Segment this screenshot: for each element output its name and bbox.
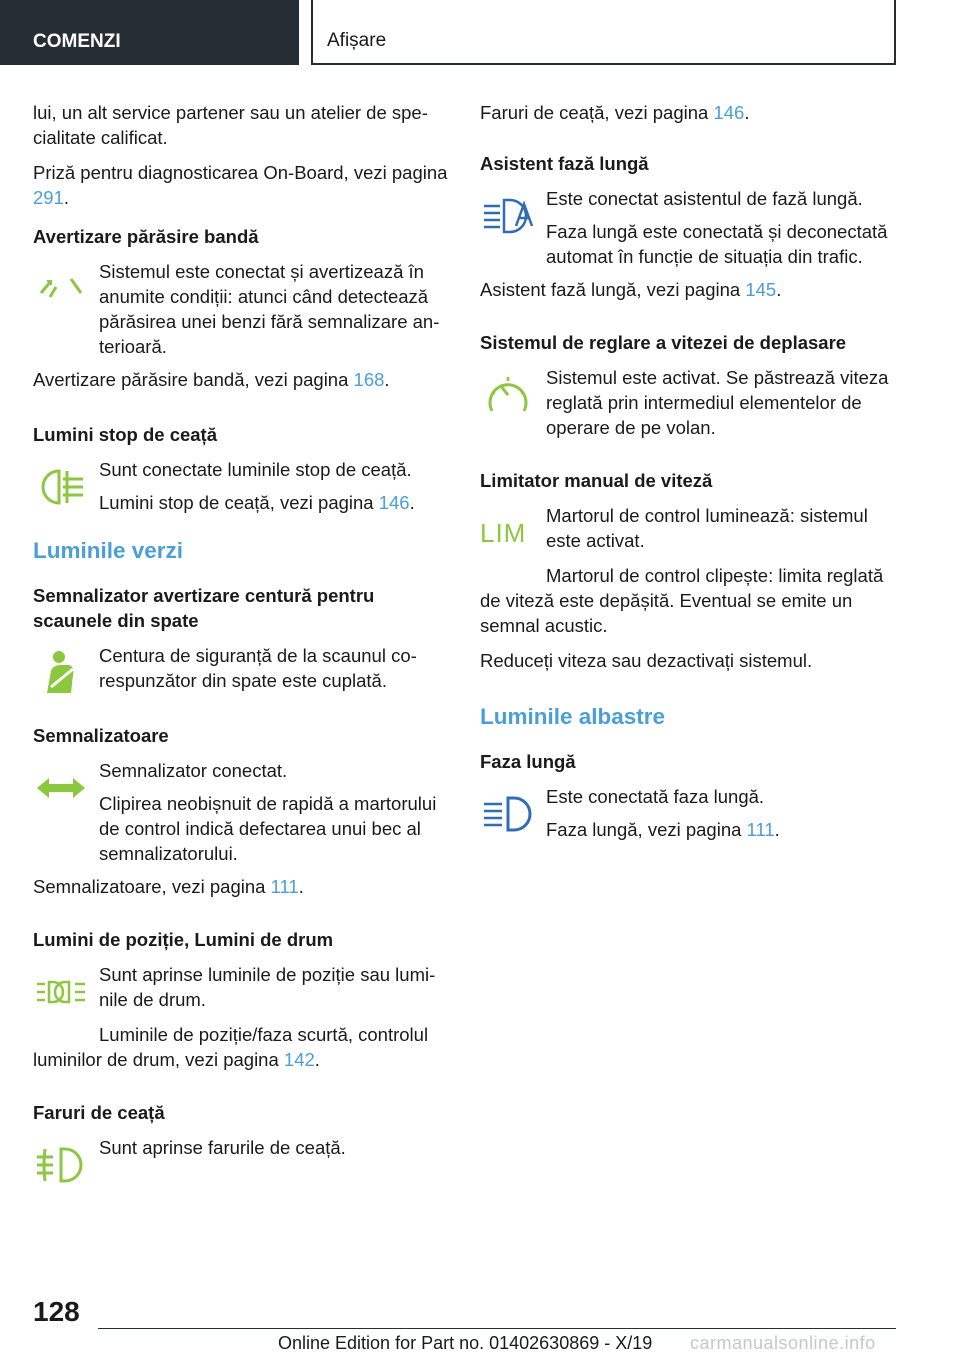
seat-belt-icon	[33, 647, 89, 699]
paragraph: lui, un alt service partener sau un atelier de specialitate calificat.	[33, 102, 428, 148]
page-link[interactable]: 146	[378, 492, 410, 513]
footer-rule	[98, 1328, 896, 1329]
reference: Asistent fază lungă, vezi pagina 145.	[480, 279, 782, 300]
page-link[interactable]: 168	[353, 369, 385, 390]
cruise-control-icon	[480, 369, 536, 421]
indicator-item	[480, 784, 895, 842]
indicator-text: Este conectată faza lungă.	[546, 786, 765, 807]
indicator-text: Faza lungă este conectată și deconectată automat în funcție de situația din trafic.	[546, 221, 888, 267]
paragraph: Priză pentru diagnosticarea On-Board, vezi pagina 291.	[33, 162, 448, 208]
indicator-item	[33, 758, 448, 866]
heading-lane-departure: Avertizare părăsire bandă	[33, 226, 259, 247]
lane-departure-icon	[33, 263, 89, 315]
header-title-tab	[311, 0, 896, 65]
speed-limiter-icon: LIM	[480, 518, 527, 548]
heading-parking-lights: Lumini de poziție, Lumini de drum	[33, 929, 334, 950]
header-section-label: COMENZI	[33, 31, 121, 52]
indicator-item	[480, 365, 895, 440]
heading-speed-limiter: Limitator manual de viteză	[480, 470, 713, 491]
reference: Luminile de poziție/faza scurtă, controlul luminilor de drum, vezi pagina 142.	[33, 1024, 429, 1070]
indicator-item	[480, 186, 895, 269]
section-title-blue: Luminile albastre	[480, 704, 666, 729]
indicator-item	[33, 457, 448, 515]
heading-fog-lights: Faruri de ceață	[33, 1102, 165, 1123]
indicator-text: Centura de siguranță de la scaunul corespunzător din spate este cuplată.	[99, 645, 417, 691]
indicator-item	[33, 643, 448, 701]
heading-fog-stop: Lumini stop de ceață	[33, 424, 218, 445]
indicator-text: Clipirea neobișnuit de rapidă a martorului de control indică defectarea unui bec al semnalizatorului.	[99, 793, 437, 864]
header-title-label: Afișare	[327, 30, 387, 51]
paragraph: Martorul de control clipește: limita reglată de viteză este depășită. Eventual se emite un semnal acustic.	[480, 565, 884, 636]
section-title-green: Luminile verzi	[33, 538, 184, 563]
indicator-item	[33, 259, 448, 359]
parking-light-icon	[33, 966, 89, 1018]
indicator-text: Este conectat asistentul de fază lungă.	[546, 188, 863, 209]
reference: Faruri de ceață, vezi pagina 146.	[480, 102, 750, 123]
header-section-tab	[0, 0, 299, 65]
footer-edition: Online Edition for Part no. 01402630869 - X/19	[278, 1333, 653, 1353]
reference: Lumini stop de ceață, vezi pagina 146.	[99, 492, 415, 513]
heading-cruise-control: Sistemul de reglare a vitezei de deplasare	[480, 332, 847, 353]
indicator-text: Sunt conectate luminile stop de ceață.	[99, 459, 412, 480]
page-link[interactable]: 145	[745, 279, 777, 300]
rear-fog-light-icon	[33, 461, 89, 513]
indicator-text: Sistemul este activat. Se păstrează viteza reglată prin intermediul elementelor de operare de pe volan.	[546, 367, 889, 438]
watermark: carmanualsonline.info	[690, 1333, 876, 1353]
page-link[interactable]: 142	[283, 1049, 315, 1070]
page-link[interactable]: 111	[746, 819, 775, 840]
heading-high-beam-assist: Asistent fază lungă	[480, 153, 649, 174]
page-link[interactable]: 146	[713, 102, 745, 123]
indicator-text: Semnalizator conectat.	[99, 760, 288, 781]
front-fog-light-icon	[33, 1139, 89, 1191]
page-number: 128	[33, 1296, 80, 1327]
reference: Faza lungă, vezi pagina 111.	[546, 819, 780, 840]
indicator-text: Martorul de control luminează: sistemul este activat.	[546, 505, 868, 551]
indicator-item	[33, 962, 448, 1020]
page-link[interactable]: 111	[270, 876, 299, 897]
left-column	[33, 100, 448, 1201]
indicator-text: Sunt aprinse farurile de ceață.	[99, 1137, 346, 1158]
page-link[interactable]: 291	[33, 187, 64, 208]
indicator-text: Sunt aprinse luminile de poziție sau luminile de drum.	[99, 964, 436, 1010]
right-column	[480, 100, 895, 850]
indicator-item	[33, 1135, 448, 1193]
reference: Semnalizatoare, vezi pagina 111.	[33, 876, 304, 897]
high-beam-assist-icon	[480, 190, 536, 242]
heading-turn-signals: Semnalizatoare	[33, 725, 169, 746]
heading-high-beam: Faza lungă	[480, 751, 576, 772]
heading-seat-belt: Semnalizator avertizare centură pentru scaunele din spate	[33, 585, 375, 631]
paragraph: Reduceți viteza sau dezactivați sistemul.	[480, 650, 813, 671]
indicator-text: Sistemul este conectat și avertizează în anumite condiții: atunci când detectează părăsirea unei benzi fără semnalizare anterioară.	[99, 261, 440, 357]
indicator-item	[480, 503, 895, 561]
turn-signal-icon	[33, 762, 89, 814]
high-beam-icon	[480, 788, 536, 840]
reference: Avertizare părăsire bandă, vezi pagina 168.	[33, 369, 390, 390]
